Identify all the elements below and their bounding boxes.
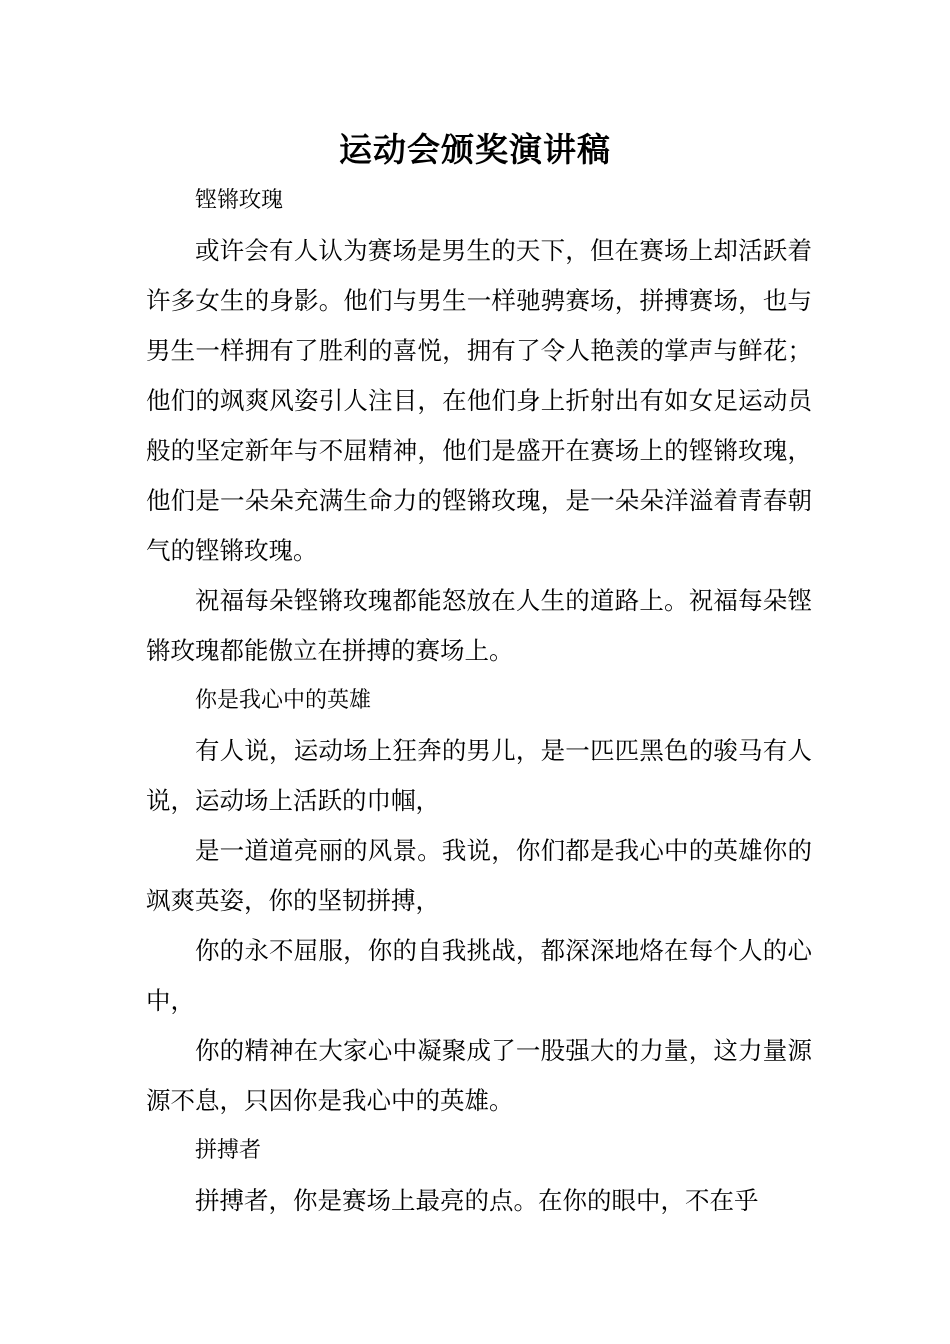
paragraph-rose-1: 或许会有人认为赛场是男生的天下，但在赛场上却活跃着许多女生的身影。他们与男生一样驰骋赛场，拼搏赛场，也与男生一样拥有了胜利的喜悦，拥有了令人艳羡的掌声与鲜花；他们的飒爽风姿引人注目，在他们身上折射出有如女足运动员般的坚定新年与不屈精神，他们是盛开在赛场上的铿锵玫瑰，他们是一朵朵充满生命力的铿锵玫瑰，是一朵朵洋溢着青春朝气的铿锵玫瑰。 bbox=[146, 236, 812, 565]
document-title: 运动会颁奖演讲稿 bbox=[339, 130, 611, 169]
paragraph-striver-1: 拼搏者，你是赛场上最亮的点。在你的眼中，不在乎 bbox=[195, 1186, 759, 1215]
paragraph-hero-2: 是一道道亮丽的风景。我说，你们都是我心中的英雄你的飒爽英姿，你的坚韧拼搏， bbox=[146, 836, 812, 915]
paragraph-hero-4: 你的精神在大家心中凝聚成了一股强大的力量，这力量源源不息，只因你是我心中的英雄。 bbox=[146, 1036, 812, 1115]
paragraph-rose-2: 祝福每朵铿锵玫瑰都能怒放在人生的道路上。祝福每朵铿锵玫瑰都能傲立在拼搏的赛场上。 bbox=[146, 586, 812, 665]
paragraph-hero-3: 你的永不屈服，你的自我挑战，都深深地烙在每个人的心中， bbox=[146, 936, 812, 1015]
document-body bbox=[146, 176, 812, 1226]
section-heading-hero: 你是我心中的英雄 bbox=[195, 688, 372, 713]
section-heading-rose: 铿锵玫瑰 bbox=[195, 188, 284, 213]
paragraph-hero-1: 有人说，运动场上狂奔的男儿，是一匹匹黑色的骏马有人说，运动场上活跃的巾帼， bbox=[146, 736, 812, 815]
section-heading-striver: 拼搏者 bbox=[195, 1138, 262, 1163]
